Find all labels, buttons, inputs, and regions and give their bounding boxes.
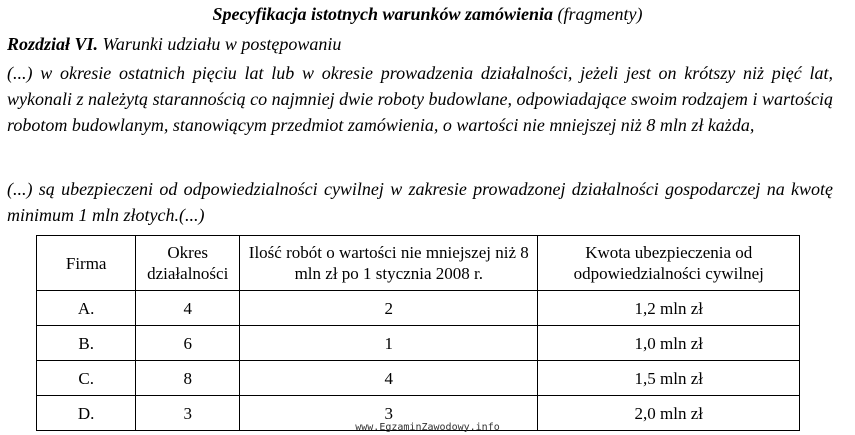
cell-kwota: 1,5 mln zł <box>538 361 800 396</box>
table-header-row <box>37 236 800 291</box>
cell-kwota: 1,2 mln zł <box>538 291 800 326</box>
cell-ilosc: 4 <box>240 361 538 396</box>
chapter-text: Warunki udziału w postępowaniu <box>102 34 342 54</box>
cell-firma: D. <box>37 396 136 431</box>
chapter-heading <box>7 34 341 55</box>
cell-okres: 3 <box>136 396 240 431</box>
table-row <box>37 291 800 326</box>
chapter-label: Rozdział VI. <box>7 34 99 54</box>
cell-kwota: 2,0 mln zł <box>538 396 800 431</box>
document-title <box>0 4 855 25</box>
header-kwota: Kwota ubezpieczenia od odpowiedzialności cywilnej <box>538 236 800 291</box>
cell-okres: 8 <box>136 361 240 396</box>
cell-firma: A. <box>37 291 136 326</box>
table-row <box>37 361 800 396</box>
title-suffix: (fragmenty) <box>557 4 643 24</box>
cell-firma: C. <box>37 361 136 396</box>
cell-kwota: 1,0 mln zł <box>538 326 800 361</box>
header-firma: Firma <box>37 236 136 291</box>
paragraph-1: (...) w okresie ostatnich pięciu lat lub w okresie prowadzenia działalności, jeżeli jest on krótszy niż pięć lat, wykonali z należytą starannością co najmniej dwie roboty budowlane, odpowiadające swoim rodzajem i wartością robotom budowlanym, stanowiącym przedmiot zamówienia, o wartości nie mniejszej niż 8 mln zł każda, <box>7 63 833 135</box>
paragraph-2: (...) są ubezpieczeni od odpowiedzialności cywilnej w zakresie prowadzonej działalności gospodarczej na kwotę minimum 1 mln złotych.(...) <box>7 179 833 225</box>
cell-okres: 4 <box>136 291 240 326</box>
title-main: Specyfikacja istotnych warunków zamówienia <box>212 4 554 24</box>
firms-table <box>36 235 800 431</box>
header-ilosc: Ilość robót o wartości nie mniejszej niż 8 mln zł po 1 stycznia 2008 r. <box>240 236 538 291</box>
footer-watermark: www.EgzaminZawodowy.info <box>355 422 500 433</box>
table-row <box>37 326 800 361</box>
cell-okres: 6 <box>136 326 240 361</box>
header-okres: Okres działalności <box>136 236 240 291</box>
cell-ilosc: 3 <box>240 396 538 431</box>
cell-ilosc: 2 <box>240 291 538 326</box>
cell-ilosc: 1 <box>240 326 538 361</box>
cell-firma: B. <box>37 326 136 361</box>
